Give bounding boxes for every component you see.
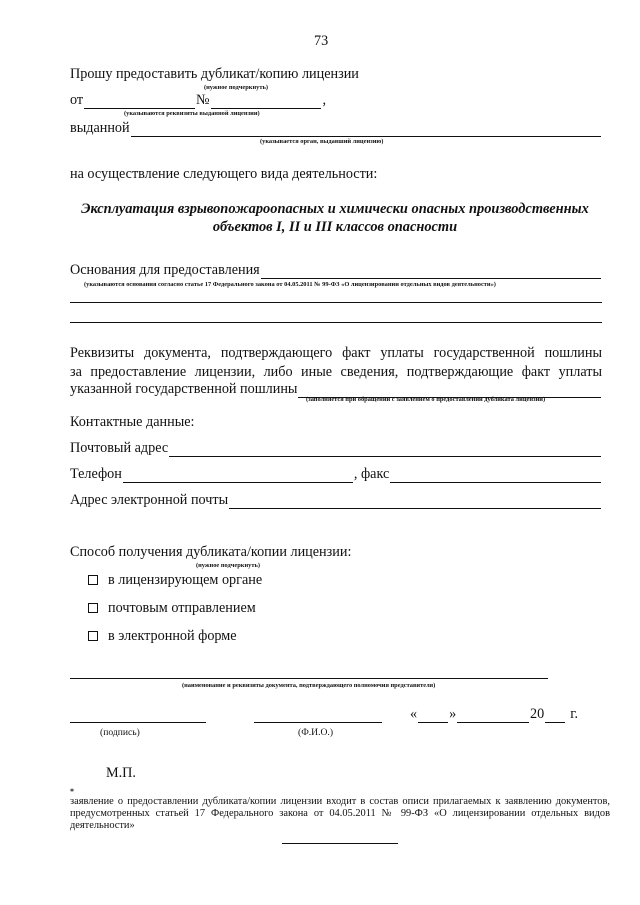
grounds-extra-line-2[interactable] (70, 322, 602, 323)
fee-hint: (заполняется при обращении с заявлением о предоставлении дубликата лицензии) (306, 396, 546, 403)
email-label: Адрес электронной почты (70, 492, 229, 508)
request-hint: (нужное подчеркнуть) (204, 84, 268, 91)
method-option-post[interactable] (88, 600, 256, 617)
month-field[interactable] (457, 709, 529, 723)
method-option-label: почтовым отправлением (108, 600, 256, 616)
phone-label: Телефон (70, 466, 122, 482)
full-name-hint: (Ф.И.О.) (298, 727, 334, 738)
checkbox-icon[interactable] (88, 603, 98, 613)
issuer-field[interactable] (131, 123, 601, 137)
request-line: Прошу предоставить дубликат/копию лицензии (70, 66, 359, 82)
checkbox-icon[interactable] (88, 575, 98, 585)
footnote-text: заявление о предоставлении дубликата/копии лицензии входит в состав описи прилагаемых к заявлению документов, предусмотренных статьей 17 Федерального закона от 04.05.2011 № 99-ФЗ «О лицензировании отдельных видов деятельности» (70, 796, 610, 831)
fax-field[interactable] (390, 469, 601, 483)
activity-title-line-1: Эксплуатация взрывопожароопасных и химически опасных производственных (81, 201, 589, 217)
postal-label: Почтовый адрес (70, 440, 169, 456)
checkbox-icon[interactable] (88, 631, 98, 641)
license-date-field[interactable] (84, 95, 195, 109)
grounds-row (70, 262, 602, 279)
fee-line-1: Реквизиты документа, подтверждающего факт уплаты государственной пошлины (70, 345, 602, 361)
license-details-row (70, 92, 326, 109)
stamp-label: М.П. (106, 765, 136, 781)
footnote-rule (282, 843, 398, 844)
day-field[interactable] (418, 709, 448, 723)
signature-hint: (подпись) (100, 727, 140, 738)
close-quote: » (449, 706, 457, 722)
method-option-label: в электронной форме (108, 628, 237, 644)
grounds-field[interactable] (261, 265, 601, 279)
number-label: № (196, 92, 210, 108)
email-row (70, 492, 602, 509)
activity-intro: на осуществление следующего вида деятельности: (70, 166, 378, 182)
year-suffix: г. (570, 706, 578, 722)
issuer-hint: (указывается орган, выдавший лицензию) (260, 138, 384, 145)
fee-line-3: указанной государственной пошлины (70, 381, 298, 397)
method-option-electronic[interactable] (88, 628, 237, 645)
end-comma: , (322, 92, 327, 108)
license-details-hint: (указываются реквизиты выданной лицензии) (124, 110, 260, 117)
method-hint: (нужное подчеркнуть) (196, 562, 260, 569)
year-field[interactable] (545, 709, 565, 723)
representative-hint: (наименование и реквизиты документа, подтверждающего полномочия представителя) (182, 682, 436, 689)
activity-title-line-2: объектов I, II и III классов опасности (212, 219, 458, 235)
contacts-heading: Контактные данные: (70, 414, 195, 430)
full-name-field[interactable] (254, 722, 382, 723)
method-option-label: в лицензирующем органе (108, 572, 263, 588)
footnote-marker: * (70, 787, 74, 796)
phone-field[interactable] (123, 469, 353, 483)
license-number-field[interactable] (211, 95, 322, 109)
year-prefix: 20 (530, 706, 545, 722)
issued-label: выданной (70, 120, 130, 136)
method-option-authority[interactable] (88, 572, 262, 589)
issuer-row (70, 120, 602, 137)
grounds-extra-line-1[interactable] (70, 302, 602, 303)
from-label: от (70, 92, 84, 108)
phone-fax-row (70, 466, 602, 483)
email-field[interactable] (229, 495, 601, 509)
fax-label: , факс (353, 466, 390, 482)
open-quote: « (410, 706, 418, 722)
signature-field[interactable] (70, 722, 206, 723)
grounds-hint: (указываются основания согласно статье 17 Федерального закона от 04.05.2011 № 99-ФЗ «О лицензировании отдельных видов деятельности») (84, 281, 496, 288)
grounds-label: Основания для предоставления (70, 262, 260, 278)
fee-line-2: за предоставление лицензии, либо иные сведения, подтверждающие факт уплаты (70, 364, 602, 380)
method-heading: Способ получения дубликата/копии лицензии: (70, 544, 352, 560)
postal-field[interactable] (169, 443, 601, 457)
representative-field[interactable] (70, 678, 548, 679)
date-row (410, 706, 578, 723)
postal-row (70, 440, 602, 457)
page-number: 73 (314, 33, 329, 49)
